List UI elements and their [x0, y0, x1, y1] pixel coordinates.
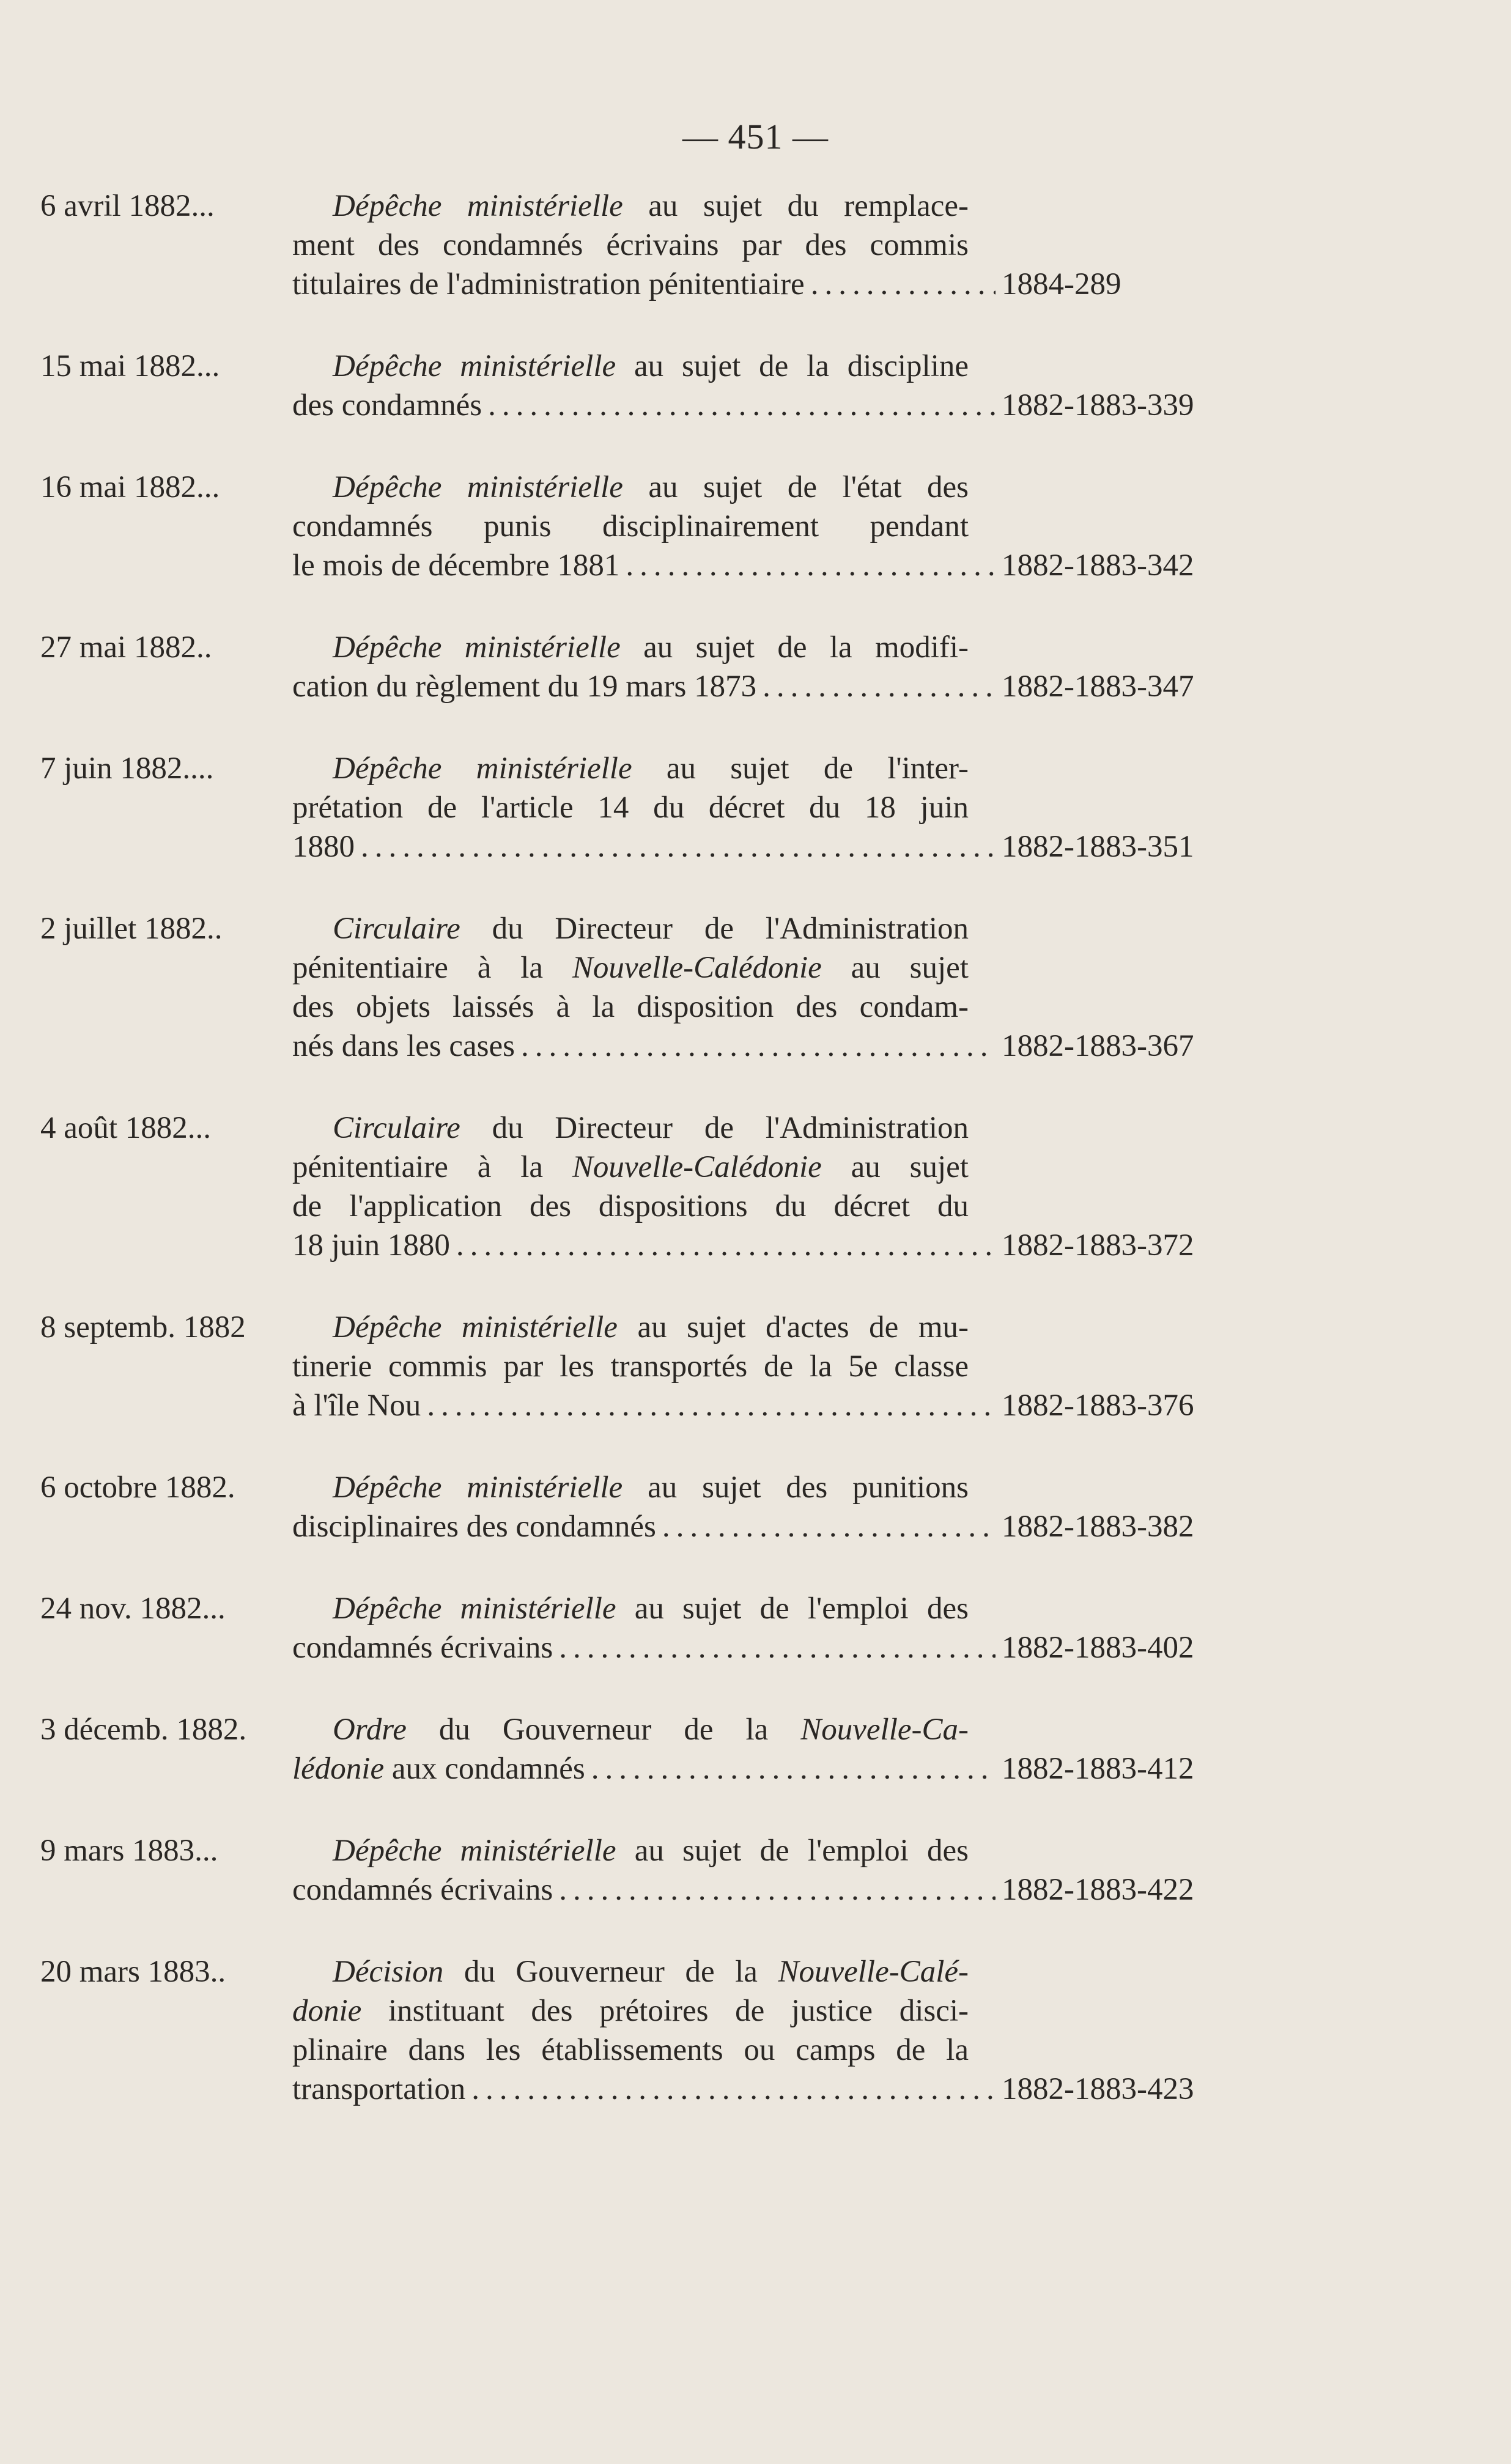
entry-line — [292, 1507, 1258, 1546]
entry-description — [268, 749, 1240, 866]
entry-text: au sujet de l'emploi des — [616, 1834, 969, 1868]
entry-text: pénitentiaire à la — [292, 1150, 572, 1184]
entry-text: plinaire dans les établissements ou camps de la — [292, 2033, 969, 2067]
document-type: lédonie — [292, 1752, 385, 1786]
dot-leader — [662, 1507, 996, 1546]
entry-line — [292, 1308, 969, 1347]
dot-leader — [626, 546, 996, 585]
document-type: Dépêche ministérielle — [333, 1310, 618, 1345]
dot-leader — [763, 667, 996, 706]
entry-line-text — [292, 265, 805, 304]
entry-text: au sujet de l'emploi des — [616, 1592, 969, 1626]
entry-line — [292, 749, 969, 788]
entry-text: des condamnés — [292, 388, 482, 422]
entry-description — [268, 1710, 1240, 1788]
entry — [0, 1308, 1511, 1425]
entry — [0, 1468, 1511, 1546]
dot-leader — [456, 1226, 996, 1265]
entry-description — [268, 1831, 1240, 1909]
entry-line — [292, 909, 969, 948]
entry-line — [292, 1386, 1258, 1425]
entry-description — [268, 186, 1240, 304]
entry-line — [292, 1108, 969, 1148]
entry-text: instituant des prétoires de justice disci- — [361, 1994, 969, 2028]
entry-line-text — [292, 546, 619, 585]
entry-line-text — [292, 1226, 450, 1265]
reference-number: 1882-1883-342 — [1002, 548, 1194, 583]
entry-line — [292, 1226, 1258, 1265]
entry-text: aux condamnés — [384, 1752, 585, 1786]
entry-date: 4 août 1882... — [40, 1111, 212, 1145]
entry-description — [268, 1952, 1240, 2109]
entry-line — [292, 1831, 969, 1870]
dot-leader — [559, 1870, 996, 1909]
document-type: Circulaire — [333, 912, 460, 946]
entry-line-text — [292, 1027, 515, 1066]
entry-line-text — [292, 386, 482, 425]
entry-text: au sujet de la discipline — [616, 349, 969, 383]
entry-text: au sujet d'actes de mu- — [617, 1310, 969, 1345]
reference-number: 1884-289 — [1002, 267, 1121, 301]
dot-leader — [591, 1749, 996, 1788]
entry-line — [292, 2031, 969, 2070]
entry-line — [292, 1187, 969, 1226]
entry-date: 9 mars 1883... — [40, 1834, 218, 1868]
entry — [0, 347, 1511, 425]
entry-line-text — [292, 1749, 585, 1788]
reference-number: 1882-1883-423 — [1002, 2072, 1194, 2106]
reference-number: 1882-1883-382 — [1002, 1510, 1194, 1544]
entry — [0, 1952, 1511, 2109]
entry — [0, 628, 1511, 706]
entry-date: 15 mai 1882... — [40, 349, 220, 383]
entry-line — [292, 1027, 1258, 1066]
entry-line — [292, 1468, 969, 1507]
entry-line — [292, 226, 969, 265]
entry — [0, 186, 1511, 304]
document-type: Dépêche ministérielle — [333, 470, 623, 504]
entry-date: 6 avril 1882... — [40, 189, 215, 223]
entry-line — [292, 386, 1258, 425]
reference-number: 1882-1883-347 — [1002, 669, 1194, 704]
entry-text: titulaires de l'administration pénitentiaire — [292, 267, 805, 301]
entry-text: 1880 — [292, 830, 355, 864]
entry-line — [292, 788, 969, 827]
entry — [0, 749, 1511, 866]
entry — [0, 1589, 1511, 1667]
reference-number: 1882-1883-351 — [1002, 830, 1194, 864]
entry-description — [268, 1589, 1240, 1667]
entry-line — [292, 987, 969, 1027]
entries-list — [0, 186, 1511, 2152]
entry-text: des objets laissés à la disposition des condam- — [292, 990, 969, 1024]
document-type: Dépêche ministérielle — [333, 349, 616, 383]
entry-text: du Directeur de l'Administration — [460, 912, 969, 946]
entry — [0, 1108, 1511, 1265]
entry-line — [292, 546, 1258, 585]
entry-text: 18 juin 1880 — [292, 1228, 450, 1263]
document-type: Nouvelle-Ca- — [800, 1713, 969, 1747]
entry-text: disciplinaires des condamnés — [292, 1510, 656, 1544]
entry-date: 16 mai 1882... — [40, 470, 220, 504]
entry-line-text — [292, 1628, 553, 1667]
entry-line — [292, 347, 969, 386]
entry — [0, 1831, 1511, 1909]
entry-line-text — [292, 2070, 465, 2109]
entry-date: 27 mai 1882.. — [40, 630, 212, 665]
entry-line-text — [292, 667, 756, 706]
document-type: Dépêche ministérielle — [333, 751, 632, 786]
document-type: Ordre — [333, 1713, 407, 1747]
entry — [0, 909, 1511, 1066]
entry-line — [292, 628, 969, 667]
entry-text: nés dans les cases — [292, 1029, 515, 1063]
document-type: Dépêche ministérielle — [333, 630, 621, 665]
document-type: Dépêche ministérielle — [333, 1834, 616, 1868]
entry-line — [292, 1628, 1258, 1667]
entry-line-text — [292, 1507, 656, 1546]
entry-date: 2 juillet 1882.. — [40, 912, 223, 946]
entry-text: au sujet de l'inter- — [632, 751, 969, 786]
entry-line — [292, 667, 1258, 706]
entry-date: 6 octobre 1882. — [40, 1470, 235, 1505]
dot-leader — [811, 265, 996, 304]
entry-date: 8 septemb. 1882 — [40, 1310, 246, 1345]
reference-number: 1882-1883-412 — [1002, 1752, 1194, 1786]
entry-line — [292, 507, 969, 546]
entry-text: le mois de décembre 1881 — [292, 548, 620, 583]
reference-number: 1882-1883-422 — [1002, 1873, 1194, 1907]
entry-line-text — [292, 827, 355, 866]
entry-text: condamnés écrivains — [292, 1873, 553, 1907]
entry-line — [292, 265, 1258, 304]
entry-date: 24 nov. 1882... — [40, 1592, 226, 1626]
entry-line — [292, 1870, 1258, 1909]
entry-date: 3 décemb. 1882. — [40, 1713, 247, 1747]
entry-text: à l'île Nou — [292, 1389, 421, 1423]
entry-line — [292, 827, 1258, 866]
reference-number: 1882-1883-372 — [1002, 1228, 1194, 1263]
document-type: Nouvelle-Calédonie — [572, 1150, 822, 1184]
document-type: Circulaire — [333, 1111, 460, 1145]
entry-line — [292, 1991, 969, 2031]
entry-line-text — [292, 1386, 421, 1425]
entry-line — [292, 1589, 969, 1628]
entry-line — [292, 1710, 969, 1749]
dot-leader — [488, 386, 996, 425]
document-type: Dépêche ministérielle — [333, 189, 623, 223]
entry-description — [268, 347, 1240, 425]
reference-number: 1882-1883-367 — [1002, 1029, 1194, 1063]
dot-leader — [361, 827, 996, 866]
entry-text: au sujet de la modifi- — [620, 630, 969, 665]
document-type: Décision — [333, 1955, 444, 1989]
entry-line — [292, 948, 969, 987]
document-type: Nouvelle-Calé- — [778, 1955, 969, 1989]
entry-text: condamnés punis disciplinairement pendant — [292, 509, 969, 544]
entry-description — [268, 909, 1240, 1066]
entry-text: au sujet — [821, 951, 969, 985]
entry-line — [292, 468, 969, 507]
reference-number: 1882-1883-402 — [1002, 1631, 1194, 1665]
entry-text: au sujet — [821, 1150, 969, 1184]
dot-leader — [471, 2070, 996, 2109]
dot-leader — [427, 1386, 996, 1425]
entry-date: 20 mars 1883.. — [40, 1955, 226, 1989]
entry-date: 7 juin 1882.... — [40, 751, 214, 786]
entry-text: condamnés écrivains — [292, 1631, 553, 1665]
entry-text: du Directeur de l'Administration — [460, 1111, 969, 1145]
entry-text: pénitentiaire à la — [292, 951, 572, 985]
document-type: donie — [292, 1994, 362, 2028]
entry — [0, 468, 1511, 585]
entry-text: du Gouverneur de la — [406, 1713, 801, 1747]
entry-description — [268, 1108, 1240, 1265]
dot-leader — [521, 1027, 996, 1066]
entry-text: tinerie commis par les transportés de la 5e classe — [292, 1349, 969, 1384]
entry-line — [292, 1952, 969, 1991]
entry-text: au sujet de l'état des — [623, 470, 969, 504]
entry-description — [268, 628, 1240, 706]
entry-line — [292, 186, 969, 226]
entry-description — [268, 1468, 1240, 1546]
entry — [0, 1710, 1511, 1788]
document-type: Dépêche ministérielle — [333, 1592, 616, 1626]
entry-text: au sujet du remplace- — [623, 189, 969, 223]
entry-line — [292, 1347, 969, 1386]
entry-description — [268, 1308, 1240, 1425]
entry-text: cation du règlement du 19 mars 1873 — [292, 669, 757, 704]
entry-text: du Gouverneur de la — [443, 1955, 778, 1989]
document-type: Dépêche ministérielle — [333, 1470, 623, 1505]
entry-text: de l'application des dispositions du décret du — [292, 1189, 969, 1223]
entry-line — [292, 1148, 969, 1187]
entry-line — [292, 1749, 1258, 1788]
entry-text: au sujet des punitions — [623, 1470, 969, 1505]
page-number: — 451 — — [682, 117, 829, 157]
entry-text: prétation de l'article 14 du décret du 18 juin — [292, 791, 969, 825]
entry-description — [268, 468, 1240, 585]
entry-text: transportation — [292, 2072, 466, 2106]
entry-line-text — [292, 1870, 553, 1909]
document-type: Nouvelle-Calédonie — [572, 951, 822, 985]
entry-text: ment des condamnés écrivains par des commis — [292, 228, 969, 262]
entry-line — [292, 2070, 1258, 2109]
reference-number: 1882-1883-376 — [1002, 1389, 1194, 1423]
dot-leader — [559, 1628, 996, 1667]
reference-number: 1882-1883-339 — [1002, 388, 1194, 422]
